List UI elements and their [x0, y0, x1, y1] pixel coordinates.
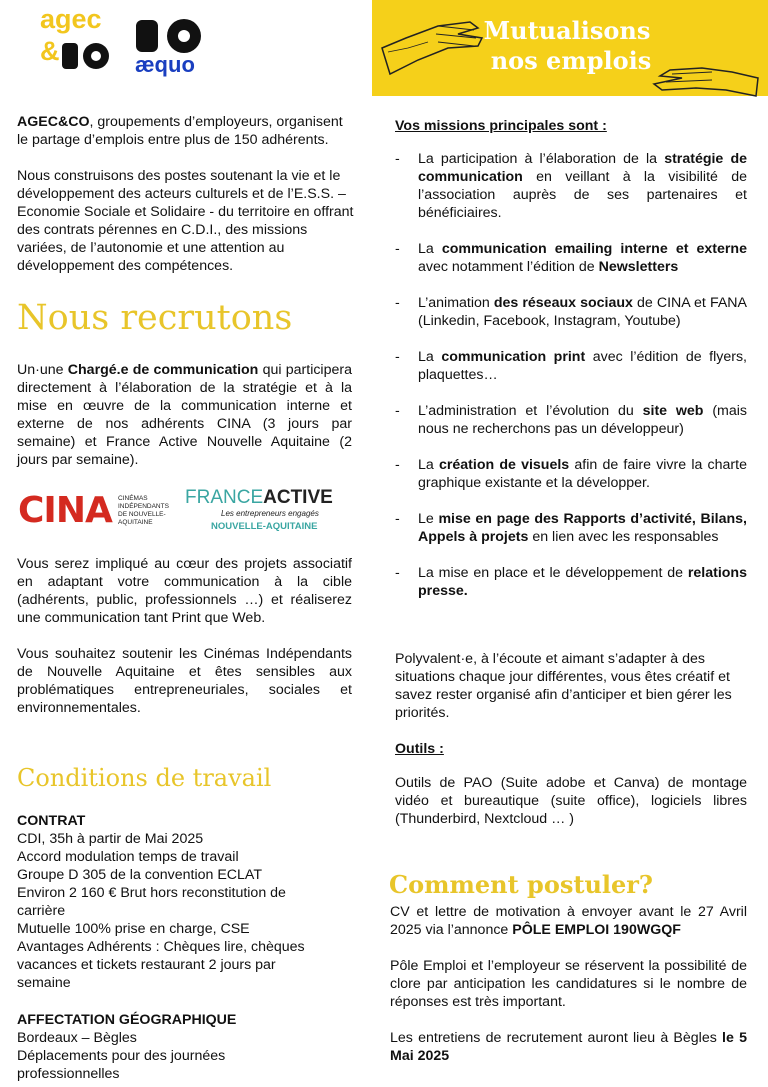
geo-line: professionnelles	[17, 1066, 120, 1082]
mission-keyword: communication emailing interne et externe	[441, 241, 747, 257]
mission-text: avec notamment l’édition de	[418, 259, 599, 275]
mutualisons-banner	[372, 0, 768, 96]
apply-paragraph-1	[390, 903, 747, 939]
interview-date: le 5 Mai 2025	[390, 1030, 747, 1064]
mission-text: Le	[418, 511, 439, 527]
mission-keyword: stratégie de communication	[418, 151, 747, 185]
agec-co-logo	[38, 4, 213, 77]
mission-text: L’administration et l’évolution du	[418, 403, 643, 419]
fa-france: FRANCE	[185, 487, 264, 508]
banner-line-2: nos emplois	[490, 46, 652, 75]
mission-keyword: Newsletters	[598, 259, 679, 275]
recruit-p1-a: Un·une	[17, 362, 68, 378]
contract-title: CONTRAT	[17, 813, 86, 829]
recruit-paragraph-2: Vous serez impliqué au cœur des projets associatif en adaptant votre communication à la cible (adhérents, public, professionnels …) et réaliserez une communication tant Print que Web.	[17, 556, 352, 626]
tools-title: Outils :	[395, 741, 444, 757]
cina-logo-mark: CINA	[18, 490, 112, 531]
mission-text: afin de faire vivre la charte graphique existante et la développer.	[418, 457, 747, 491]
missions-title: Vos missions principales sont :	[395, 118, 607, 134]
conditions-heading: Conditions de travail	[17, 764, 272, 792]
contract-line: Avantages Adhérents : Chèques lire, chèques	[17, 939, 305, 955]
apply-p3-a: Les entretiens de recrutement auront lieu à Bègles	[390, 1030, 723, 1046]
intro-paragraph-2: Nous construisons des postes soutenant la vie et le développement des acteurs culturels et de l’E.S.S. – Economie Sociale et Solidaire - du territoire en offrant des contrats pérennes en C.D.I., des missions variées, de l’autonomie et une attention au développement des compétences.	[17, 168, 354, 274]
recruit-more	[17, 555, 352, 717]
recruit-section	[17, 361, 352, 469]
logo-ampersand: &	[40, 36, 60, 66]
logo-co-mark-small	[62, 41, 116, 71]
tools-text: Outils de PAO (Suite adobe et Canva) de montage vidéo et bureautique (suite office), logiciels libres (Thunderbird, Nextcloud … )	[395, 775, 747, 827]
recruit-p1-b: qui participera directement à l’élaboration de la stratégie et à la mise en œuvre de la communication interne et externe de nos adhérents CINA (3 jours par semaine) et France Active Nouvelle Aquitaine (2 jours par semaine).	[17, 362, 352, 468]
mission-keyword: relations presse.	[418, 565, 747, 599]
mission-text: La	[418, 349, 442, 365]
intro-p1-text: , groupements d’employeurs, organisent le partage d’emplois entre plus de 150 adhérents.	[17, 114, 343, 148]
list-item	[395, 348, 747, 384]
mission-text: La participation à l’élaboration de la	[418, 151, 665, 167]
apply-paragraph-2: Pôle Emploi et l’employeur se réservent la possibilité de clore par anticipation les candidatures si le nombre de réponses est très important.	[390, 958, 747, 1010]
france-active-logo	[185, 487, 335, 537]
mission-text: (mais nous ne recherchons pas un développeur)	[418, 403, 747, 437]
geo-title: AFFECTATION GÉOGRAPHIQUE	[17, 1012, 237, 1028]
geo-line: Déplacements pour des journées	[17, 1048, 226, 1064]
contract-line: Environ 2 160 € Brut hors reconstitution de	[17, 885, 286, 901]
intro-section	[17, 113, 357, 275]
banner-title	[472, 16, 662, 76]
fa-tagline: Les entrepreneurs engagés	[221, 509, 319, 518]
intro-paragraph-1	[17, 113, 357, 149]
apply-p1-a: CV et lettre de motivation à envoyer avant le 27 Avril 2025 via l’annonce	[390, 904, 747, 938]
contract-line: semaine	[17, 975, 71, 991]
fa-region: NOUVELLE-AQUITAINE	[211, 521, 318, 532]
apply-job-ref: PÔLE EMPLOI 190WGQF	[512, 922, 681, 938]
logo-co-mark-large	[136, 16, 206, 54]
fa-logo-wordmark	[185, 487, 333, 509]
cina-logo	[18, 491, 178, 533]
banner-line-1: Mutualisons	[483, 16, 651, 45]
list-item	[395, 564, 747, 600]
fa-active: ACTIVE	[263, 487, 333, 508]
logo-aequo-text: æquo	[135, 52, 195, 77]
recruit-paragraph-1	[17, 361, 352, 469]
contract-line: carrière	[17, 903, 66, 919]
geo-line: Bordeaux – Bègles	[17, 1030, 137, 1046]
contract-line: Accord modulation temps de travail	[17, 849, 239, 865]
mission-text: avec l’édition de flyers, plaquettes…	[418, 349, 747, 383]
contract-line: vacances et tickets restaurant 2 jours par	[17, 957, 276, 973]
list-item	[395, 150, 747, 222]
logo-agec-text: agec	[40, 4, 102, 34]
list-item	[395, 240, 747, 276]
contract-line: Groupe D 305 de la convention ECLAT	[17, 867, 263, 883]
list-item	[395, 294, 747, 330]
list-item	[395, 402, 747, 438]
mission-keyword: communication print	[441, 349, 586, 365]
apply-paragraph-3	[390, 1029, 747, 1065]
mission-text: de CINA et FANA (Linkedin, Facebook, Instagram, Youtube)	[418, 295, 748, 329]
missions-list	[395, 150, 747, 618]
contract-line: Mutuelle 100% prise en charge, CSE	[17, 921, 250, 937]
profile-paragraph: Polyvalent·e, à l’écoute et aimant s’adapter à des situations chaque jour différentes, vous êtes créatif et savez rester organisé afin d’anticiper et bien gérer les priorités.	[395, 651, 732, 721]
apply-heading: Comment postuler?	[389, 870, 653, 899]
recruit-paragraph-3: Vous souhaitez soutenir les Cinémas Indépendants de Nouvelle Aquitaine et êtes sensibles aux problématiques entrepreneuriales, sociales et environnementales.	[17, 646, 352, 716]
mission-keyword: site web	[642, 403, 704, 419]
mission-keyword: création de visuels	[438, 457, 570, 473]
mission-text: en lien avec les responsables	[528, 529, 719, 545]
mission-text: en veillant à la visibilité de l’association auprès de ses partenaires et bénéficiaires.	[418, 169, 747, 221]
mission-keyword: mise en page des Rapports d’activité, Bilans, Appels à projets	[418, 511, 747, 545]
recruit-heading: Nous recrutons	[17, 298, 293, 338]
mission-text: La	[418, 457, 439, 473]
mission-text: La mise en place et le développement de	[418, 565, 688, 581]
list-item	[395, 456, 747, 492]
mission-text: L’animation	[418, 295, 494, 311]
list-item	[395, 510, 747, 546]
cina-line-1: CINÉMAS	[118, 495, 148, 502]
cina-line-2: INDÉPENDANTS	[118, 503, 169, 510]
cina-line-4: AQUITAINE	[118, 519, 153, 526]
apply-section	[390, 903, 747, 1065]
contract-section	[17, 812, 352, 1083]
mission-text: La	[418, 241, 442, 257]
job-title: Chargé.e de communication	[67, 362, 259, 378]
intro-company-name: AGEC&CO	[17, 114, 90, 130]
contract-line: CDI, 35h à partir de Mai 2025	[17, 831, 204, 847]
cina-line-3: DE NOUVELLE-	[118, 511, 166, 518]
mission-keyword: des réseaux sociaux	[493, 295, 633, 311]
cina-logo-caption	[118, 495, 169, 527]
